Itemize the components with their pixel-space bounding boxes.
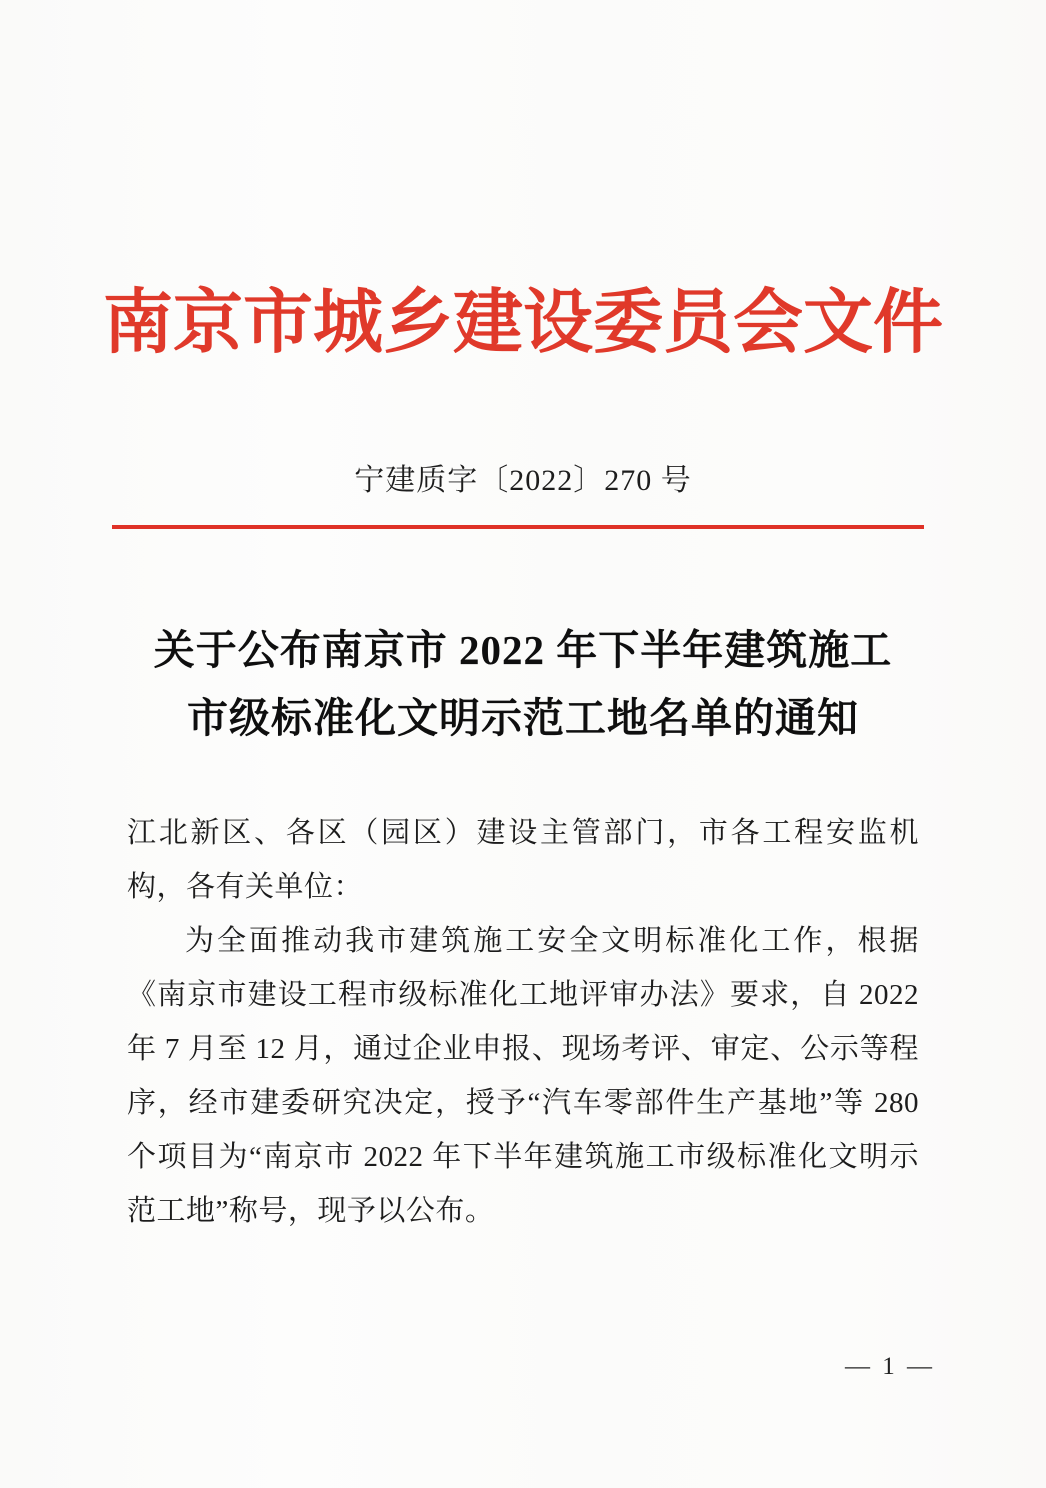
notice-title-line-2: 市级标准化文明示范工地名单的通知 — [187, 695, 859, 741]
agency-header-title: 南京市城乡建设委员会文件 — [103, 285, 943, 362]
addressee-salutation: 江北新区、各区（园区）建设主管部门，市各工程安监机构，各有关单位： — [127, 817, 919, 903]
notice-title-line-1: 关于公布南京市 2022 年下半年建筑施工 — [153, 627, 893, 673]
red-divider-line — [112, 525, 924, 529]
notice-title — [0, 616, 1046, 752]
page-number: — 1 — — [845, 1353, 935, 1380]
document-reference-number: 宁建质字〔2022〕270 号 — [354, 464, 692, 497]
body-paragraph: 为全面推动我市建筑施工安全文明标准化工作，根据《南京市建设工程市级标准化工地评审办法》要求，自 2022 年 7 月至 12 月，通过企业申报、现场考评、审定、公示等程序，经市建委研究决定，授予“汽车零部件生产基地”等 280 个项目为“南京市 2022 年下半年建筑施工市级标准化文明示范工地”称号，现予以公布。 — [127, 925, 919, 1227]
notice-body — [127, 806, 919, 1238]
